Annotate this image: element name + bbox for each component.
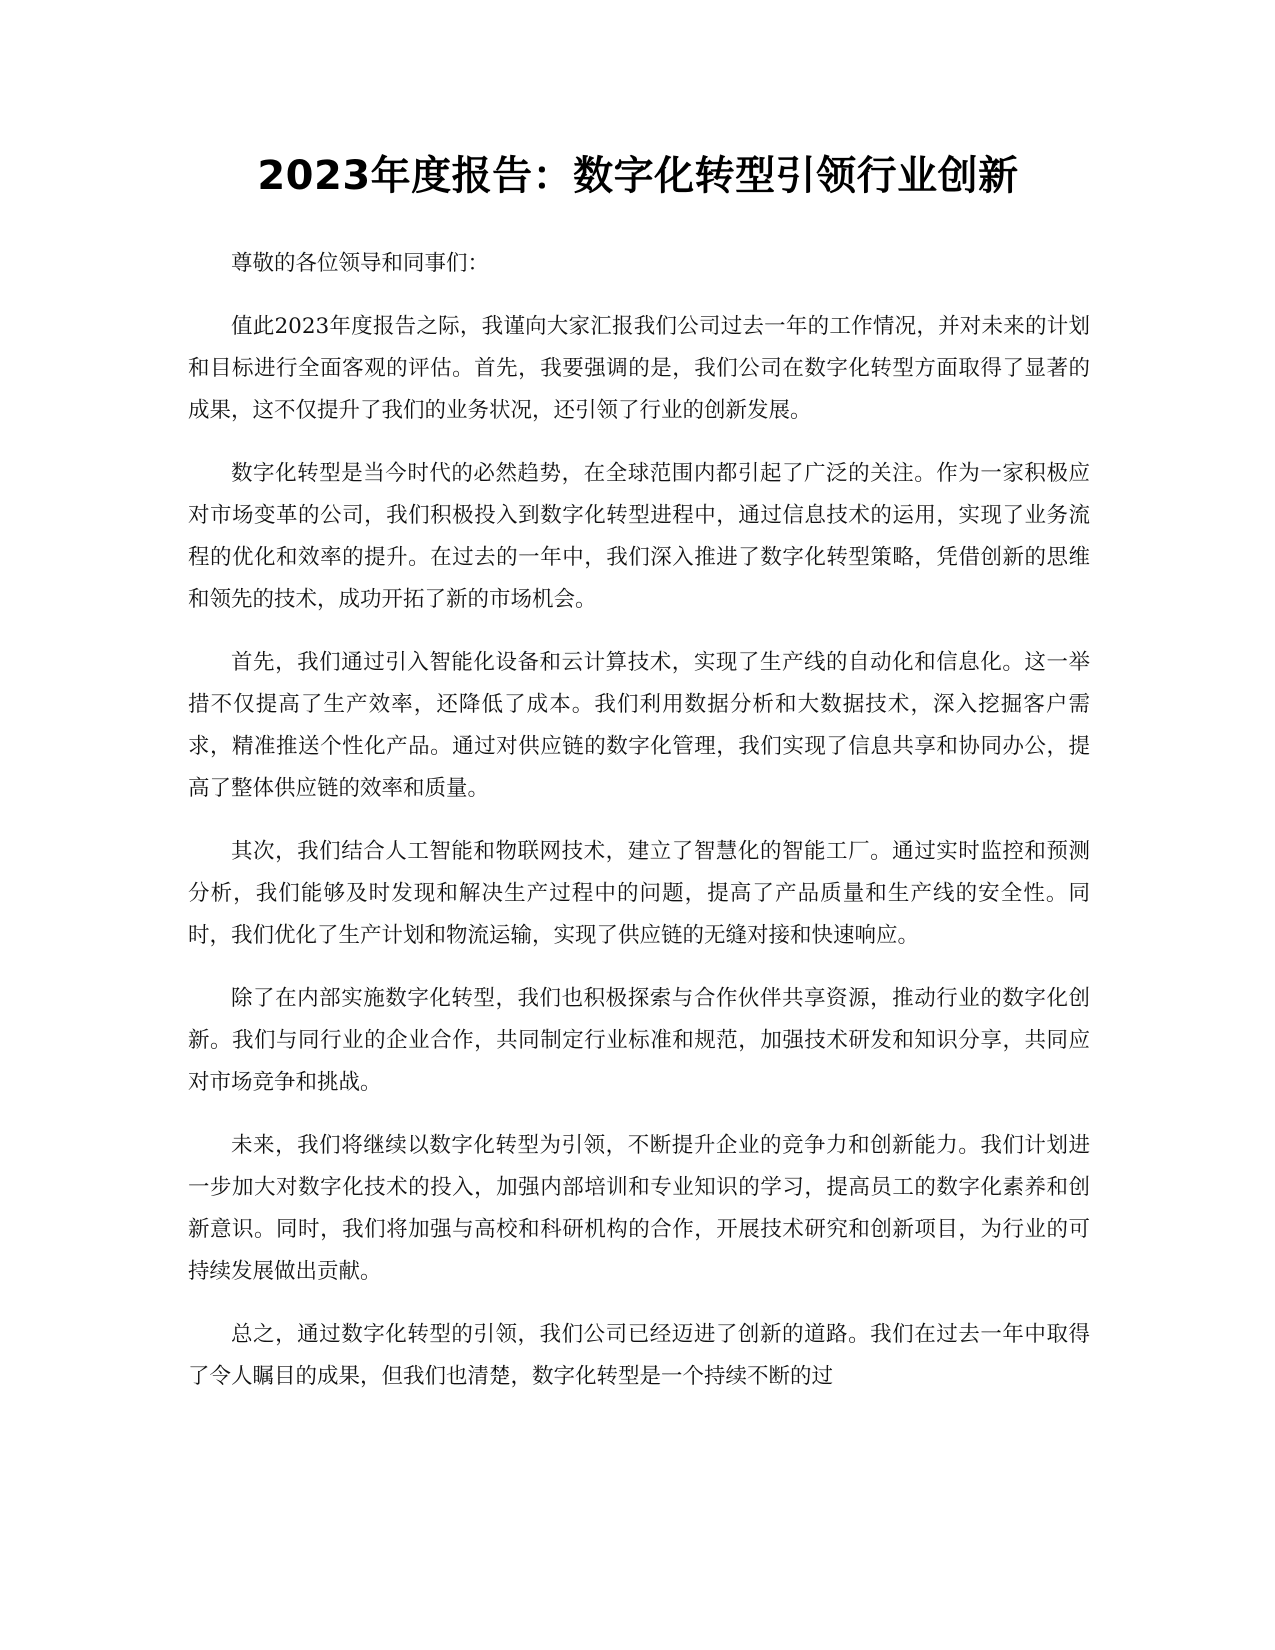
paragraph-conclusion: 总之，通过数字化转型的引领，我们公司已经迈进了创新的道路。我们在过去一年中取得了令人瞩目的成果，但我们也清楚，数字化转型是一个持续不断的过 <box>188 1322 1090 1389</box>
document-body <box>188 243 1090 1419</box>
paragraph-intro: 值此2023年度报告之际，我谨向大家汇报我们公司过去一年的工作情况，并对未来的计划和目标进行全面客观的评估。首先，我要强调的是，我们公司在数字化转型方面取得了显著的成果，这不仅提升了我们的业务状况，还引领了行业的创新发展。 <box>188 314 1090 423</box>
paragraph-automation: 首先，我们通过引入智能化设备和云计算技术，实现了生产线的自动化和信息化。这一举措不仅提高了生产效率，还降低了成本。我们利用数据分析和大数据技术，深入挖掘客户需求，精准推送个性化产品。通过对供应链的数字化管理，我们实现了信息共享和协同办公，提高了整体供应链的效率和质量。 <box>188 650 1090 801</box>
greeting-line: 尊敬的各位领导和同事们： <box>231 251 490 276</box>
paragraph-smart-factory: 其次，我们结合人工智能和物联网技术，建立了智慧化的智能工厂。通过实时监控和预测分析，我们能够及时发现和解决生产过程中的问题，提高了产品质量和生产线的安全性。同时，我们优化了生产计划和物流运输，实现了供应链的无缝对接和快速响应。 <box>188 839 1090 948</box>
paragraph-future: 未来，我们将继续以数字化转型为引领，不断提升企业的竞争力和创新能力。我们计划进一步加大对数字化技术的投入，加强内部培训和专业知识的学习，提高员工的数字化素养和创新意识。同时，我们将加强与高校和科研机构的合作，开展技术研究和创新项目，为行业的可持续发展做出贡献。 <box>188 1133 1090 1284</box>
document-title: 2023年度报告：数字化转型引领行业创新 <box>257 153 1019 199</box>
paragraph-trend: 数字化转型是当今时代的必然趋势，在全球范围内都引起了广泛的关注。作为一家积极应对市场变革的公司，我们积极投入到数字化转型进程中，通过信息技术的运用，实现了业务流程的优化和效率的提升。在过去的一年中，我们深入推进了数字化转型策略，凭借创新的思维和领先的技术，成功开拓了新的市场机会。 <box>188 461 1090 612</box>
paragraph-partnership: 除了在内部实施数字化转型，我们也积极探索与合作伙伴共享资源，推动行业的数字化创新。我们与同行业的企业合作，共同制定行业标准和规范，加强技术研发和知识分享，共同应对市场竞争和挑战。 <box>188 986 1090 1095</box>
